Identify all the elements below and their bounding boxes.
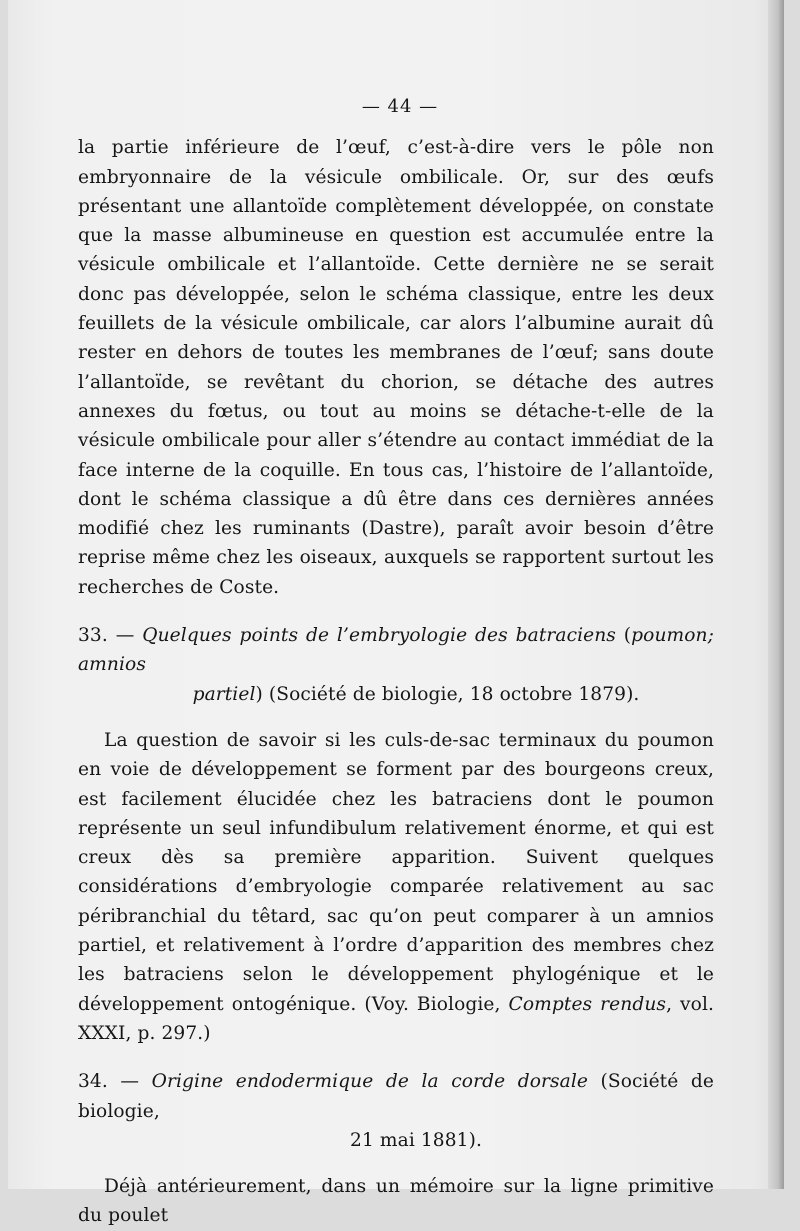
entry-34-source: (Société de biologie,	[78, 1071, 715, 1122]
entry-33-subtitle: poumon; amnios	[78, 625, 714, 676]
entry-34-title: Origine endodermique de la corde dorsale	[151, 1071, 588, 1093]
paragraph-2-italic: Comptes rendus	[508, 993, 667, 1015]
book-page	[8, 0, 784, 1227]
paragraph-2	[78, 726, 714, 1048]
entry-33-number: 33. —	[78, 625, 135, 647]
paragraph-2-text: La question de savoir si les culs-de-sac terminaux du poumon en voie de développement se forment par des bourgeons creux, est facilement élucidée chez les batraciens dont le poumon représente un seul infundibulum relativement énorme, et qui est creux dès sa première apparition. Suivent quelques considérations d’embryologie comparée relativement au sac péribranchial du têtard, sac qu’on peut comparer à un amnios partiel, et relativement à l’ordre d’apparition des membres chez les batraciens selon le développement phylogénique et le développement ontogénique. (Voy. Biologie,	[78, 729, 714, 1015]
page-number: — 44 —	[361, 96, 439, 117]
paragraph-3: Déjà antérieurement, dans un mémoire sur la ligne primitive du poulet	[78, 1176, 714, 1227]
entry-33-continuation	[78, 680, 714, 709]
entry-33-source: (Société de biologie, 18 octobre 1879).	[268, 683, 640, 705]
entry-34-continuation: 21 mai 1881).	[350, 1129, 482, 1151]
entry-34	[78, 1067, 714, 1155]
paragraph-1: la partie inférieure de l’œuf, c’est-à-dire vers le pôle non embryonnaire de la vésicule ombilicale. Or, sur des œufs présentant une allantoïde complètement développée, on constate que la masse albumineuse en question est accumulée entre la vésicule ombilicale et l’allantoïde. Cette dernière ne se serait donc pas développée, selon le schéma classique, entre les deux feuillets de la vésicule ombilicale, car alors l’albumine aurait dû rester en dehors de toutes les membranes de l’œuf; sans doute l’allantoïde, se revêtant du chorion, se détache des autres annexes du fœtus, ou tout au moins se détache-t-elle de la vésicule ombilicale pour aller s’étendre au contact immédiat de la face interne de la coquille. En tous cas, l’histoire de l’allantoïde, dont le schéma classique a dû être dans ces dernières années modifié chez les ruminants (Dastre), paraît avoir besoin d’être reprise même chez les oiseaux, auxquels se rapportent surtout les recherches de Coste.	[78, 137, 714, 598]
entry-33-paren-close: )	[255, 683, 263, 705]
page-edge-shadow	[768, 0, 784, 1189]
entry-33-title: Quelques points de l’embryologie des batraciens	[142, 625, 616, 647]
entry-33	[78, 621, 714, 709]
paragraph-2-end: , vol. XXXI, p. 297.)	[78, 993, 715, 1044]
entry-33-paren-open: (	[623, 625, 632, 647]
entry-34-number: 34. —	[78, 1071, 140, 1093]
entry-33-subtitle-end: partiel	[192, 683, 256, 705]
page-text	[78, 92, 714, 1231]
